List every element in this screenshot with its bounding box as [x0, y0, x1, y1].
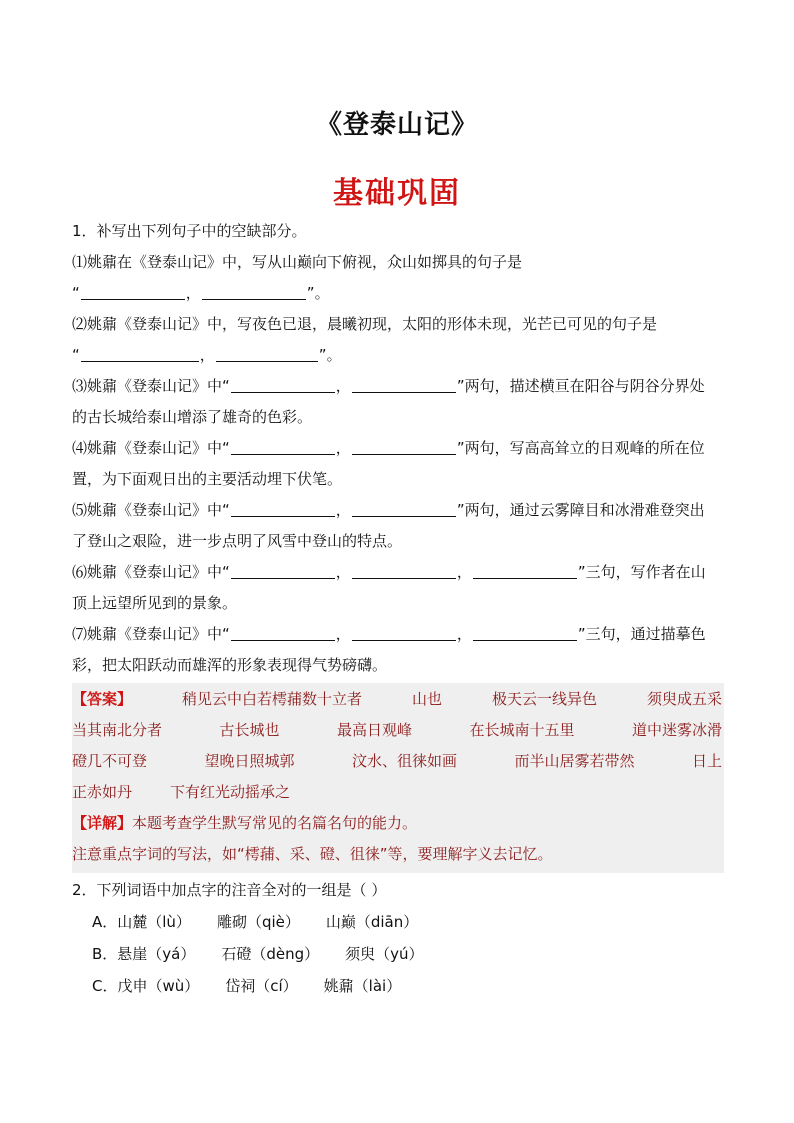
- answer-item: 下有红光动摇承之: [170, 783, 291, 801]
- q1-sentence-6-cont: 顶上远望所见到的景象。: [72, 594, 238, 612]
- answer-item: 望晚日照城郭: [204, 752, 295, 770]
- answer-item: 日上: [691, 752, 722, 770]
- content-body: [72, 216, 724, 1002]
- answer-blank[interactable]: [352, 500, 456, 517]
- q1-sentence-7: ⑺姚鼐《登泰山记》中“ ， ， ”三句，通过描摹色: [72, 625, 706, 643]
- detail-line-1: 【详解】本题考查学生默写常见的名篇名句的能力。: [72, 814, 418, 832]
- answer-blank[interactable]: [473, 562, 577, 579]
- answer-item: 在长城南十五里: [469, 721, 575, 739]
- answer-blank[interactable]: [352, 376, 456, 393]
- q1-sentence-3: ⑶姚鼐《登泰山记》中“ ， ”两句，描述横亘在阳谷与阴谷分界处: [72, 377, 705, 395]
- q1-sentence-7-cont: 彩，把太阳跃动而雄浑的形象表现得气势磅礴。: [72, 656, 388, 674]
- q1-sentence-5-cont: 了登山之艰险，进一步点明了风雪中登山的特点。: [72, 532, 403, 550]
- q1-sentence-5: ⑸姚鼐《登泰山记》中“ ， ”两句，通过云雾障目和冰滑难登突出: [72, 501, 705, 519]
- q1-sentence-2-blanks: “ ， ”。: [72, 346, 342, 364]
- answer-item: 磴几不可登: [72, 752, 148, 770]
- answer-blank[interactable]: [352, 562, 456, 579]
- answer-box: [72, 683, 724, 873]
- answer-blank[interactable]: [231, 500, 335, 517]
- answer-blank[interactable]: [231, 624, 335, 641]
- answer-item: 当其南北分者: [72, 721, 163, 739]
- document-title: 《登泰山记》: [315, 110, 478, 140]
- q1-sentence-3-cont: 的古长城给泰山增添了雄奇的色彩。: [72, 408, 313, 426]
- q1-sentence-1-blanks: “ ， ”。: [72, 284, 330, 302]
- answer-blank[interactable]: [231, 376, 335, 393]
- option-a[interactable]: A．山麓（lù） 雕砌（qiè） 山巅（diān）: [92, 913, 419, 931]
- q1-sentence-4-cont: 置，为下面观日出的主要活动埋下伏笔。: [72, 470, 343, 488]
- q1-sentence-6: ⑹姚鼐《登泰山记》中“ ， ， ”三句，写作者在山: [72, 563, 706, 581]
- answer-blank[interactable]: [81, 345, 199, 362]
- answer-row-1: [72, 684, 724, 715]
- option-c[interactable]: C．戊申（wù） 岱祠（cí） 姚鼐（lài）: [92, 977, 402, 995]
- answer-blank[interactable]: [352, 438, 456, 455]
- answer-item: 须臾成五采: [646, 690, 722, 708]
- answer-blank[interactable]: [473, 624, 577, 641]
- answer-row-2: [72, 715, 724, 746]
- answer-blank[interactable]: [231, 438, 335, 455]
- q1-sentence-4: ⑷姚鼐《登泰山记》中“ ， ”两句，写高高耸立的日观峰的所在位: [72, 439, 705, 457]
- answer-item: 道中迷雾冰滑: [631, 721, 722, 739]
- answer-blank[interactable]: [231, 562, 335, 579]
- answer-row-4: [72, 777, 724, 808]
- answer-blank[interactable]: [216, 345, 318, 362]
- option-b[interactable]: B．悬崖（yá） 石磴（dèng） 须臾（yú）: [92, 945, 424, 963]
- answer-item: 山也: [411, 690, 442, 708]
- answer-item: 正赤如丹: [72, 783, 133, 801]
- answer-item: 极天云一线异色: [491, 690, 597, 708]
- answer-item: 最高日观峰: [336, 721, 412, 739]
- question-2-stem: 2．下列词语中加点字的注音全对的一组是（ ）: [72, 881, 387, 899]
- answer-tag: 【答案】: [72, 690, 133, 708]
- answer-item: 稍见云中白若樗蒱数十立者: [181, 690, 362, 708]
- answer-blank[interactable]: [81, 283, 185, 300]
- answer-item: 汶水、徂徕如画: [351, 752, 457, 770]
- section-title: 基础巩固: [333, 176, 461, 211]
- question-1-stem: 1．补写出下列句子中的空缺部分。: [72, 222, 307, 240]
- q1-sentence-2: ⑵姚鼐《登泰山记》中，写夜色已退，晨曦初现，太阳的形体未现，光芒已可见的句子是: [72, 315, 658, 333]
- answer-item: 而半山居雾若带然: [514, 752, 635, 770]
- q1-sentence-1: ⑴姚鼐在《登泰山记》中，写从山巅向下俯视，众山如掷具的句子是: [72, 253, 523, 271]
- detail-tag: 【详解】: [72, 814, 133, 832]
- answer-blank[interactable]: [202, 283, 306, 300]
- answer-item: 古长城也: [219, 721, 280, 739]
- answer-row-3: [72, 746, 724, 777]
- detail-line-2: 注意重点字词的写法，如“樗蒱、采、磴、徂徕”等，要理解字义去记忆。: [72, 845, 553, 863]
- answer-blank[interactable]: [352, 624, 456, 641]
